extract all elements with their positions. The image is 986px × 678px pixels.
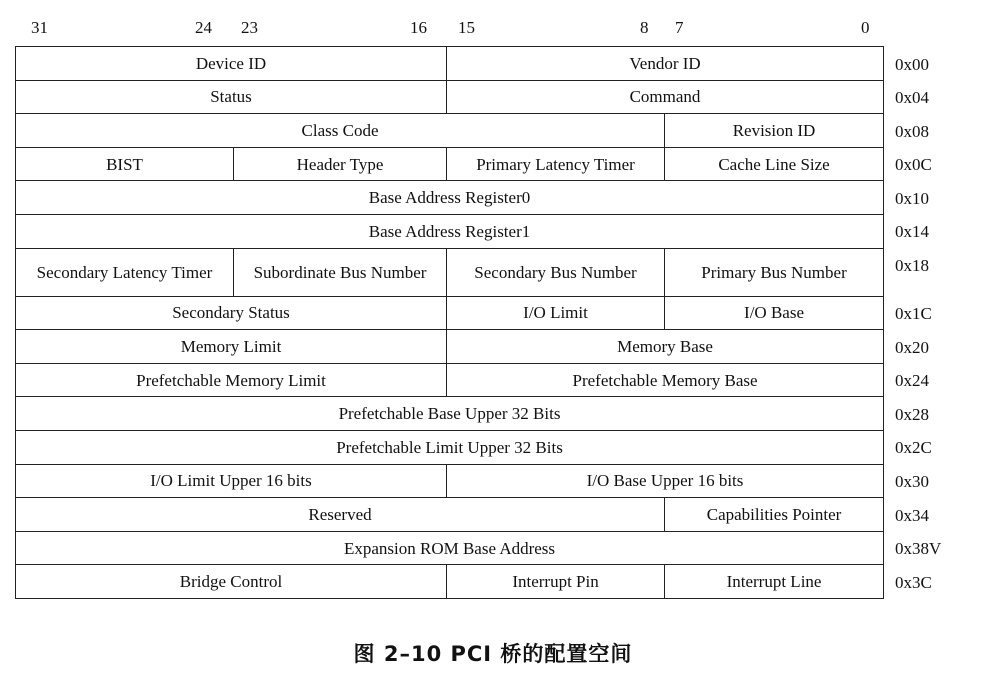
field-base-address-register0: Base Address Register0 <box>16 181 884 215</box>
offset-label-0x20: 0x20 <box>895 337 929 357</box>
bit-position-row <box>0 0 986 44</box>
register-row-0x38v <box>16 531 884 565</box>
field-revision-id: Revision ID <box>665 114 884 148</box>
offset-label-0x24: 0x24 <box>895 371 929 391</box>
field-secondary-bus-number: Secondary Bus Number <box>447 248 665 296</box>
bit-label-24: 24 <box>195 18 212 37</box>
field-i-o-base-upper-16-bits: I/O Base Upper 16 bits <box>447 464 884 498</box>
field-interrupt-pin: Interrupt Pin <box>447 565 665 599</box>
field-bist: BIST <box>16 147 234 181</box>
offset-column <box>895 0 986 620</box>
field-vendor-id: Vendor ID <box>447 47 884 81</box>
offset-label-0x34: 0x34 <box>895 505 929 525</box>
register-row-0x2c <box>16 430 884 464</box>
field-primary-bus-number: Primary Bus Number <box>665 248 884 296</box>
offset-label-0x0c: 0x0C <box>895 155 932 175</box>
field-header-type: Header Type <box>234 147 447 181</box>
offset-label-0x38v: 0x38V <box>895 539 942 559</box>
field-prefetchable-memory-limit: Prefetchable Memory Limit <box>16 363 447 397</box>
register-row-0x24 <box>16 363 884 397</box>
field-cache-line-size: Cache Line Size <box>665 147 884 181</box>
register-row-0x34 <box>16 498 884 532</box>
register-row-0x08 <box>16 114 884 148</box>
field-base-address-register1: Base Address Register1 <box>16 214 884 248</box>
field-command: Command <box>447 80 884 114</box>
field-device-id: Device ID <box>16 47 447 81</box>
field-status: Status <box>16 80 447 114</box>
bit-label-7: 7 <box>675 18 684 37</box>
field-i-o-limit-upper-16-bits: I/O Limit Upper 16 bits <box>16 464 447 498</box>
offset-label-0x18: 0x18 <box>895 256 929 276</box>
offset-label-0x10: 0x10 <box>895 188 929 208</box>
offset-label-0x2c: 0x2C <box>895 438 932 458</box>
bit-label-23: 23 <box>241 18 258 37</box>
register-row-0x04 <box>16 80 884 114</box>
bit-label-0: 0 <box>861 18 870 37</box>
field-expansion-rom-base-address: Expansion ROM Base Address <box>16 531 884 565</box>
register-row-0x1c <box>16 296 884 330</box>
field-i-o-base: I/O Base <box>665 296 884 330</box>
field-capabilities-pointer: Capabilities Pointer <box>665 498 884 532</box>
offset-label-0x1c: 0x1C <box>895 304 932 324</box>
bit-label-8: 8 <box>640 18 649 37</box>
offset-label-0x04: 0x04 <box>895 88 929 108</box>
field-subordinate-bus-number: Subordinate Bus Number <box>234 248 447 296</box>
field-memory-base: Memory Base <box>447 330 884 364</box>
bit-label-31: 31 <box>31 18 48 37</box>
field-bridge-control: Bridge Control <box>16 565 447 599</box>
field-prefetchable-base-upper-32-bits: Prefetchable Base Upper 32 Bits <box>16 397 884 431</box>
register-row-0x20 <box>16 330 884 364</box>
field-memory-limit: Memory Limit <box>16 330 447 364</box>
offset-label-0x14: 0x14 <box>895 222 929 242</box>
register-row-0x14 <box>16 214 884 248</box>
register-row-0x30 <box>16 464 884 498</box>
offset-label-0x3c: 0x3C <box>895 572 932 592</box>
field-primary-latency-timer: Primary Latency Timer <box>447 147 665 181</box>
field-interrupt-line: Interrupt Line <box>665 565 884 599</box>
bit-label-15: 15 <box>458 18 475 37</box>
offset-label-0x08: 0x08 <box>895 121 929 141</box>
pci-bridge-config-table <box>15 46 884 599</box>
figure-caption: 图 2–10 PCI 桥的配置空间 <box>353 642 633 666</box>
field-secondary-status: Secondary Status <box>16 296 447 330</box>
offset-label-0x00: 0x00 <box>895 54 929 74</box>
offset-label-0x28: 0x28 <box>895 404 929 424</box>
register-row-0x00 <box>16 47 884 81</box>
field-reserved: Reserved <box>16 498 665 532</box>
field-secondary-latency-timer: Secondary Latency Timer <box>16 248 234 296</box>
field-i-o-limit: I/O Limit <box>447 296 665 330</box>
register-row-0x3c <box>16 565 884 599</box>
field-prefetchable-limit-upper-32-bits: Prefetchable Limit Upper 32 Bits <box>16 430 884 464</box>
register-row-0x28 <box>16 397 884 431</box>
register-row-0x18 <box>16 248 884 296</box>
field-prefetchable-memory-base: Prefetchable Memory Base <box>447 363 884 397</box>
register-row-0x0c <box>16 147 884 181</box>
offset-label-0x30: 0x30 <box>895 472 929 492</box>
register-row-0x10 <box>16 181 884 215</box>
bit-label-16: 16 <box>410 18 427 37</box>
field-class-code: Class Code <box>16 114 665 148</box>
